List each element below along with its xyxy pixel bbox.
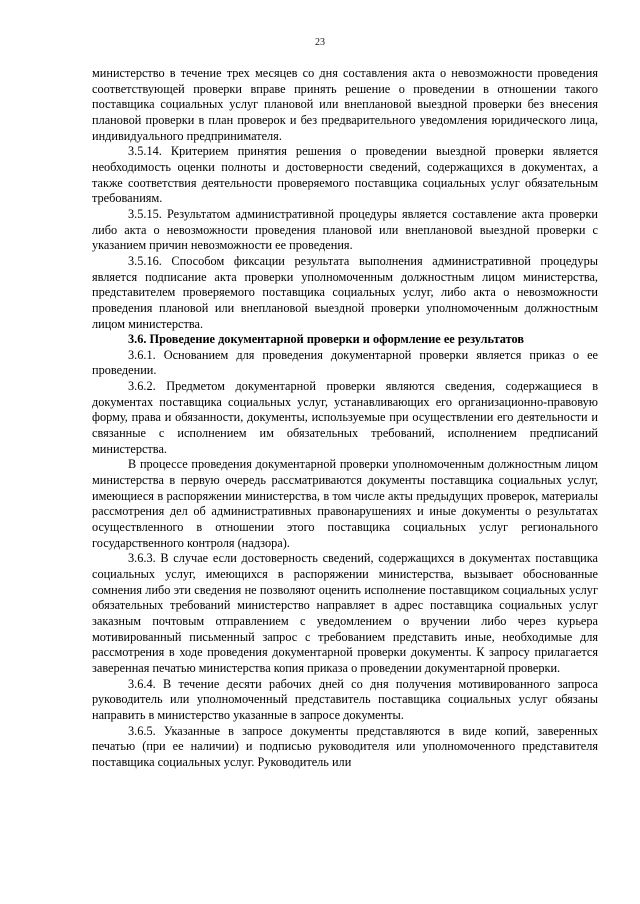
paragraph-3-6-2-process: В процессе проведения документарной проверки уполномоченным должностным лицом министерства в первую очередь рассматриваются документы поставщика социальных услуг, имеющиеся в распоряжении министерства, в том числе акты предыдущих проверок, материалы рассмотрения дел об административных правонарушениях и иные документы о результатах осуществленного в отношении этого поставщика социальных услуг регионального государственного контроля (надзора). [92, 457, 598, 550]
paragraph-3-5-15: 3.5.15. Результатом административной процедуры является составление акта проверки либо акта о невозможности проведения плановой или внеплановой выездной проверки с указанием причин невозможности ее проведения. [92, 206, 598, 253]
paragraph-3-5-16: 3.5.16. Способом фиксации результата выполнения административной процедуры является подписание акта проверки уполномоченным должностным лицом министерства, представителем проверяемого поставщика социальных услуг, либо акта о невозможности проведения плановой или внеплановой выездной проверки уполномоченным должностным лицом министерства. [92, 253, 598, 331]
paragraph-continuation: министерство в течение трех месяцев со дня составления акта о невозможности проведения соответствующей проверки вправе принять решение о проведении в отношении такого поставщика социальных услуг плановой или внеплановой выездной проверки без внесения плановой проверки в план проверок и без предварительного уведомления юридического лица, индивидуального предпринимателя. [92, 66, 598, 143]
paragraph-3-6-2: 3.6.2. Предметом документарной проверки являются сведения, содержащиеся в документах поставщика социальных услуг, устанавливающих его организационно-правовую форму, права и обязанности, документы, используемые при осуществлении его деятельности и связанные с исполнением им обязательных требований, исполнением предписаний министерства. [92, 379, 598, 456]
paragraph-3-6-5: 3.6.5. Указанные в запросе документы представляются в виде копий, заверенных печатью (при ее наличии) и подписью руководителя или уполномоченного представителя поставщика социальных услуг. Руководитель или [92, 723, 598, 769]
paragraph-3-5-14: 3.5.14. Критерием принятия решения о проведении выездной проверки является необходимость оценки полноты и достоверности сведений, содержащихся в документах, а также соответствия деятельности проверяемого поставщика социальных услуг обязательным требованиям. [92, 144, 598, 206]
section-heading-3-6: 3.6. Проведение документарной проверки и оформление ее результатов [128, 332, 524, 347]
paragraph-3-6-4: 3.6.4. В течение десяти рабочих дней со дня получения мотивированного запроса руководитель или уполномоченный представитель поставщика социальных услуг обязаны направить в министерство указанные в запросе документы. [92, 676, 598, 722]
paragraph-3-6-3: 3.6.3. В случае если достоверность сведений, содержащихся в документах поставщика социальных услуг, имеющихся в распоряжении министерства, вызывает обоснованные сомнения либо эти сведения не позволяют оценить исполнение поставщиком социальных услуг обязательных требований министерство направляет в адрес поставщика социальных услуг заказным почтовым отправлением с уведомлением о вручении либо через курьера мотивированный письменный запрос с требованием представить иные, необходимые для рассмотрения в ходе проведения документарной проверки документы. К запросу прилагается заверенная печатью министерства копия приказа о проведении документарной проверки. [92, 551, 598, 675]
page-number: 23 [315, 37, 325, 48]
document-body [92, 66, 598, 771]
paragraph-3-6-1: 3.6.1. Основанием для проведения документарной проверки является приказ о ее проведении. [92, 347, 598, 378]
